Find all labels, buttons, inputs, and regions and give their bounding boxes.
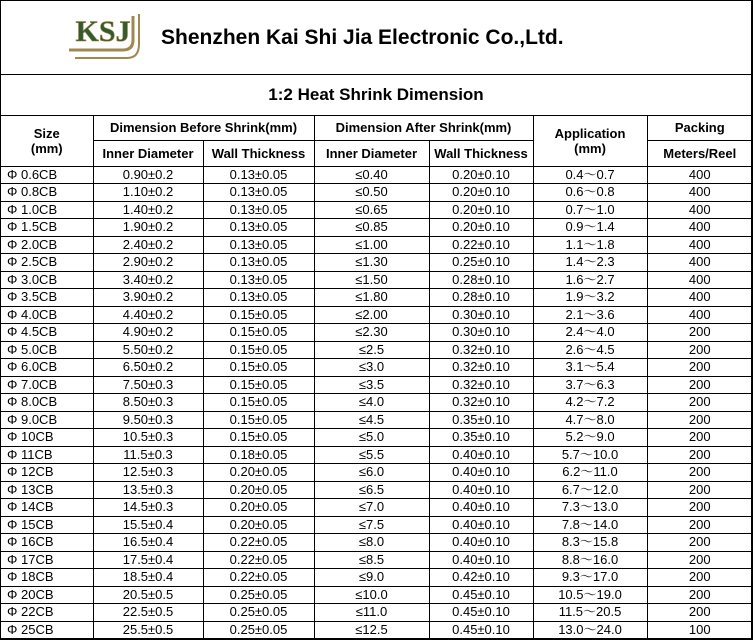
application-cell: 2.6～4.5	[533, 341, 647, 359]
wall-thickness-after-cell: 0.35±0.10	[429, 411, 533, 429]
table-row	[1, 534, 752, 552]
size-cell: Φ 2.0CB	[1, 236, 93, 254]
inner-diameter-after-cell: ≤4.0	[314, 394, 429, 412]
wall-thickness-before-cell: 0.13±0.05	[203, 201, 314, 219]
table-row	[1, 446, 752, 464]
size-cell: Φ 0.6CB	[1, 166, 93, 184]
dimension-table	[1, 116, 752, 639]
inner-diameter-after-cell: ≤9.0	[314, 569, 429, 587]
application-cell: 7.8～14.0	[533, 516, 647, 534]
size-cell: Φ 9.0CB	[1, 411, 93, 429]
wall-thickness-after-cell: 0.32±0.10	[429, 341, 533, 359]
application-cell: 0.9～1.4	[533, 219, 647, 237]
application-cell: 0.4～0.7	[533, 166, 647, 184]
inner-diameter-before-cell: 12.5±0.3	[93, 464, 203, 482]
application-cell: 4.2～7.2	[533, 394, 647, 412]
application-cell: 1.4～2.3	[533, 254, 647, 272]
application-header-label: Application	[554, 125, 626, 141]
application-cell: 1.1～1.8	[533, 236, 647, 254]
size-cell: Φ 1.5CB	[1, 219, 93, 237]
wall-thickness-after-header: Wall Thickness	[429, 140, 533, 166]
wall-thickness-before-cell: 0.13±0.05	[203, 254, 314, 272]
packing-cell: 400	[647, 254, 752, 272]
application-cell: 0.6～0.8	[533, 184, 647, 202]
table-row	[1, 481, 752, 499]
inner-diameter-before-cell: 1.40±0.2	[93, 201, 203, 219]
wall-thickness-before-cell: 0.15±0.05	[203, 306, 314, 324]
inner-diameter-after-cell: ≤5.5	[314, 446, 429, 464]
wall-thickness-after-cell: 0.45±0.10	[429, 604, 533, 622]
inner-diameter-after-cell: ≤0.65	[314, 201, 429, 219]
size-cell: Φ 8.0CB	[1, 394, 93, 412]
wall-thickness-before-cell: 0.25±0.05	[203, 621, 314, 639]
inner-diameter-before-cell: 4.40±0.2	[93, 306, 203, 324]
wall-thickness-before-cell: 0.18±0.05	[203, 446, 314, 464]
inner-diameter-after-cell: ≤11.0	[314, 604, 429, 622]
table-row	[1, 289, 752, 307]
size-cell: Φ 6.0CB	[1, 359, 93, 377]
table-row	[1, 376, 752, 394]
wall-thickness-before-cell: 0.15±0.05	[203, 394, 314, 412]
inner-diameter-before-cell: 25.5±0.5	[93, 621, 203, 639]
wall-thickness-after-cell: 0.20±0.10	[429, 219, 533, 237]
size-cell: Φ 4.0CB	[1, 306, 93, 324]
application-cell: 3.1～5.4	[533, 359, 647, 377]
table-row	[1, 411, 752, 429]
inner-diameter-before-cell: 1.10±0.2	[93, 184, 203, 202]
wall-thickness-after-cell: 0.20±0.10	[429, 166, 533, 184]
logo-text: KSJ	[75, 15, 131, 48]
packing-cell: 400	[647, 306, 752, 324]
wall-thickness-before-cell: 0.20±0.05	[203, 464, 314, 482]
wall-thickness-after-cell: 0.42±0.10	[429, 569, 533, 587]
wall-thickness-before-cell: 0.15±0.05	[203, 376, 314, 394]
packing-cell: 200	[647, 551, 752, 569]
inner-diameter-after-cell: ≤0.40	[314, 166, 429, 184]
wall-thickness-after-cell: 0.40±0.10	[429, 446, 533, 464]
application-cell: 0.7～1.0	[533, 201, 647, 219]
wall-thickness-after-cell: 0.40±0.10	[429, 464, 533, 482]
inner-diameter-after-header: Inner Diameter	[314, 140, 429, 166]
table-row	[1, 254, 752, 272]
packing-cell: 200	[647, 394, 752, 412]
inner-diameter-before-cell: 3.40±0.2	[93, 271, 203, 289]
application-cell: 11.5～20.5	[533, 604, 647, 622]
packing-cell: 200	[647, 376, 752, 394]
table-body	[1, 166, 752, 639]
table-row	[1, 166, 752, 184]
packing-cell: 200	[647, 411, 752, 429]
wall-thickness-before-cell: 0.22±0.05	[203, 569, 314, 587]
wall-thickness-after-cell: 0.25±0.10	[429, 254, 533, 272]
wall-thickness-before-cell: 0.15±0.05	[203, 324, 314, 342]
table-row	[1, 586, 752, 604]
table-row	[1, 184, 752, 202]
inner-diameter-before-cell: 16.5±0.4	[93, 534, 203, 552]
application-cell: 6.2～11.0	[533, 464, 647, 482]
wall-thickness-after-cell: 0.20±0.10	[429, 201, 533, 219]
packing-cell: 400	[647, 236, 752, 254]
wall-thickness-before-cell: 0.25±0.05	[203, 604, 314, 622]
packing-cell: 200	[647, 341, 752, 359]
table-row	[1, 464, 752, 482]
inner-diameter-after-cell: ≤1.00	[314, 236, 429, 254]
table-row	[1, 516, 752, 534]
size-cell: Φ 1.0CB	[1, 201, 93, 219]
size-cell: Φ 25CB	[1, 621, 93, 639]
inner-diameter-before-cell: 8.50±0.3	[93, 394, 203, 412]
wall-thickness-after-cell: 0.22±0.10	[429, 236, 533, 254]
inner-diameter-after-cell: ≤5.0	[314, 429, 429, 447]
inner-diameter-after-cell: ≤3.0	[314, 359, 429, 377]
size-cell: Φ 7.0CB	[1, 376, 93, 394]
packing-cell: 400	[647, 201, 752, 219]
inner-diameter-after-cell: ≤3.5	[314, 376, 429, 394]
inner-diameter-before-cell: 11.5±0.3	[93, 446, 203, 464]
size-cell: Φ 22CB	[1, 604, 93, 622]
size-header-unit: (mm)	[30, 140, 63, 156]
wall-thickness-after-cell: 0.20±0.10	[429, 184, 533, 202]
packing-cell: 400	[647, 219, 752, 237]
size-cell: Φ 3.0CB	[1, 271, 93, 289]
wall-thickness-before-cell: 0.15±0.05	[203, 411, 314, 429]
size-header	[1, 116, 93, 166]
application-cell: 5.7～10.0	[533, 446, 647, 464]
inner-diameter-after-cell: ≤2.5	[314, 341, 429, 359]
packing-cell: 200	[647, 481, 752, 499]
inner-diameter-before-cell: 15.5±0.4	[93, 516, 203, 534]
inner-diameter-before-cell: 2.40±0.2	[93, 236, 203, 254]
packing-cell: 200	[647, 604, 752, 622]
inner-diameter-after-cell: ≤1.80	[314, 289, 429, 307]
inner-diameter-before-cell: 0.90±0.2	[93, 166, 203, 184]
wall-thickness-before-cell: 0.25±0.05	[203, 586, 314, 604]
after-shrink-header: Dimension After Shrink(mm)	[314, 116, 533, 140]
size-header-label: Size	[33, 125, 60, 141]
table-row	[1, 324, 752, 342]
application-header-unit: (mm)	[574, 140, 606, 156]
application-cell: 6.7～12.0	[533, 481, 647, 499]
size-cell: Φ 12CB	[1, 464, 93, 482]
size-cell: Φ 13CB	[1, 481, 93, 499]
wall-thickness-before-cell: 0.20±0.05	[203, 516, 314, 534]
wall-thickness-after-cell: 0.45±0.10	[429, 586, 533, 604]
inner-diameter-after-cell: ≤6.5	[314, 481, 429, 499]
wall-thickness-before-cell: 0.22±0.05	[203, 551, 314, 569]
inner-diameter-before-cell: 22.5±0.5	[93, 604, 203, 622]
inner-diameter-before-cell: 7.50±0.3	[93, 376, 203, 394]
application-cell: 7.3～13.0	[533, 499, 647, 517]
packing-cell: 400	[647, 166, 752, 184]
company-logo	[65, 10, 141, 66]
inner-diameter-before-cell: 5.50±0.2	[93, 341, 203, 359]
wall-thickness-after-cell: 0.28±0.10	[429, 289, 533, 307]
inner-diameter-after-cell: ≤2.30	[314, 324, 429, 342]
packing-cell: 200	[647, 429, 752, 447]
size-cell: Φ 10CB	[1, 429, 93, 447]
inner-diameter-after-cell: ≤7.5	[314, 516, 429, 534]
wall-thickness-before-cell: 0.15±0.05	[203, 341, 314, 359]
table-row	[1, 499, 752, 517]
wall-thickness-before-cell: 0.13±0.05	[203, 289, 314, 307]
application-cell: 8.3～15.8	[533, 534, 647, 552]
packing-cell: 200	[647, 534, 752, 552]
wall-thickness-before-cell: 0.13±0.05	[203, 166, 314, 184]
application-cell: 5.2～9.0	[533, 429, 647, 447]
wall-thickness-after-cell: 0.40±0.10	[429, 481, 533, 499]
size-cell: Φ 18CB	[1, 569, 93, 587]
wall-thickness-after-cell: 0.30±0.10	[429, 324, 533, 342]
packing-cell: 400	[647, 289, 752, 307]
wall-thickness-after-cell: 0.40±0.10	[429, 534, 533, 552]
table-row	[1, 604, 752, 622]
inner-diameter-before-cell: 6.50±0.2	[93, 359, 203, 377]
wall-thickness-before-cell: 0.22±0.05	[203, 534, 314, 552]
table-row	[1, 219, 752, 237]
table-row	[1, 429, 752, 447]
table-row	[1, 236, 752, 254]
packing-cell: 200	[647, 324, 752, 342]
inner-diameter-after-cell: ≤0.85	[314, 219, 429, 237]
wall-thickness-after-cell: 0.28±0.10	[429, 271, 533, 289]
wall-thickness-after-cell: 0.40±0.10	[429, 499, 533, 517]
wall-thickness-after-cell: 0.40±0.10	[429, 551, 533, 569]
inner-diameter-before-cell: 10.5±0.3	[93, 429, 203, 447]
inner-diameter-after-cell: ≤6.0	[314, 464, 429, 482]
inner-diameter-before-cell: 4.90±0.2	[93, 324, 203, 342]
table-row	[1, 569, 752, 587]
packing-cell: 200	[647, 499, 752, 517]
company-name: Shenzhen Kai Shi Jia Electronic Co.,Ltd.	[161, 26, 564, 49]
inner-diameter-after-cell: ≤7.0	[314, 499, 429, 517]
inner-diameter-after-cell: ≤4.5	[314, 411, 429, 429]
table-row	[1, 271, 752, 289]
size-cell: Φ 14CB	[1, 499, 93, 517]
application-cell: 4.7～8.0	[533, 411, 647, 429]
inner-diameter-before-cell: 3.90±0.2	[93, 289, 203, 307]
company-header	[1, 1, 751, 75]
packing-header: Packing	[647, 116, 752, 140]
wall-thickness-after-cell: 0.40±0.10	[429, 516, 533, 534]
wall-thickness-before-header: Wall Thickness	[203, 140, 314, 166]
size-cell: Φ 3.5CB	[1, 289, 93, 307]
inner-diameter-before-cell: 17.5±0.4	[93, 551, 203, 569]
inner-diameter-before-cell: 13.5±0.3	[93, 481, 203, 499]
packing-cell: 200	[647, 569, 752, 587]
inner-diameter-after-cell: ≤1.50	[314, 271, 429, 289]
table-title: 1:2 Heat Shrink Dimension	[1, 75, 751, 116]
application-cell: 1.9～3.2	[533, 289, 647, 307]
wall-thickness-before-cell: 0.13±0.05	[203, 236, 314, 254]
application-cell: 2.1～3.6	[533, 306, 647, 324]
wall-thickness-after-cell: 0.32±0.10	[429, 376, 533, 394]
table-row	[1, 201, 752, 219]
application-cell: 2.4～4.0	[533, 324, 647, 342]
application-cell: 1.6～2.7	[533, 271, 647, 289]
application-cell: 10.5～19.0	[533, 586, 647, 604]
packing-cell: 100	[647, 621, 752, 639]
packing-cell: 200	[647, 516, 752, 534]
table-row	[1, 306, 752, 324]
inner-diameter-before-cell: 20.5±0.5	[93, 586, 203, 604]
wall-thickness-after-cell: 0.30±0.10	[429, 306, 533, 324]
size-cell: Φ 2.5CB	[1, 254, 93, 272]
table-row	[1, 359, 752, 377]
table-row	[1, 551, 752, 569]
wall-thickness-after-cell: 0.35±0.10	[429, 429, 533, 447]
inner-diameter-before-cell: 14.5±0.3	[93, 499, 203, 517]
packing-cell: 400	[647, 271, 752, 289]
inner-diameter-after-cell: ≤8.0	[314, 534, 429, 552]
table-row	[1, 341, 752, 359]
packing-cell: 200	[647, 359, 752, 377]
inner-diameter-before-cell: 2.90±0.2	[93, 254, 203, 272]
size-cell: Φ 16CB	[1, 534, 93, 552]
inner-diameter-before-cell: 1.90±0.2	[93, 219, 203, 237]
table-header	[1, 116, 752, 166]
inner-diameter-after-cell: ≤10.0	[314, 586, 429, 604]
size-cell: Φ 4.5CB	[1, 324, 93, 342]
inner-diameter-after-cell: ≤1.30	[314, 254, 429, 272]
meters-per-reel-header: Meters/Reel	[647, 140, 752, 166]
application-header	[533, 116, 647, 166]
packing-cell: 200	[647, 446, 752, 464]
packing-cell: 200	[647, 586, 752, 604]
wall-thickness-after-cell: 0.32±0.10	[429, 394, 533, 412]
wall-thickness-after-cell: 0.32±0.10	[429, 359, 533, 377]
wall-thickness-before-cell: 0.13±0.05	[203, 184, 314, 202]
inner-diameter-after-cell: ≤2.00	[314, 306, 429, 324]
wall-thickness-before-cell: 0.13±0.05	[203, 271, 314, 289]
size-cell: Φ 15CB	[1, 516, 93, 534]
size-cell: Φ 20CB	[1, 586, 93, 604]
packing-cell: 400	[647, 184, 752, 202]
inner-diameter-before-header: Inner Diameter	[93, 140, 203, 166]
wall-thickness-before-cell: 0.20±0.05	[203, 499, 314, 517]
inner-diameter-after-cell: ≤0.50	[314, 184, 429, 202]
size-cell: Φ 0.8CB	[1, 184, 93, 202]
wall-thickness-before-cell: 0.20±0.05	[203, 481, 314, 499]
application-cell: 3.7～6.3	[533, 376, 647, 394]
size-cell: Φ 11CB	[1, 446, 93, 464]
wall-thickness-after-cell: 0.45±0.10	[429, 621, 533, 639]
application-cell: 13.0～24.0	[533, 621, 647, 639]
inner-diameter-after-cell: ≤8.5	[314, 551, 429, 569]
application-cell: 8.8～16.0	[533, 551, 647, 569]
wall-thickness-before-cell: 0.15±0.05	[203, 429, 314, 447]
inner-diameter-after-cell: ≤12.5	[314, 621, 429, 639]
inner-diameter-before-cell: 18.5±0.4	[93, 569, 203, 587]
size-cell: Φ 5.0CB	[1, 341, 93, 359]
before-shrink-header: Dimension Before Shrink(mm)	[93, 116, 314, 140]
inner-diameter-before-cell: 9.50±0.3	[93, 411, 203, 429]
wall-thickness-before-cell: 0.15±0.05	[203, 359, 314, 377]
table-row	[1, 394, 752, 412]
size-cell: Φ 17CB	[1, 551, 93, 569]
packing-cell: 200	[647, 464, 752, 482]
table-row	[1, 621, 752, 639]
wall-thickness-before-cell: 0.13±0.05	[203, 219, 314, 237]
application-cell: 9.3～17.0	[533, 569, 647, 587]
